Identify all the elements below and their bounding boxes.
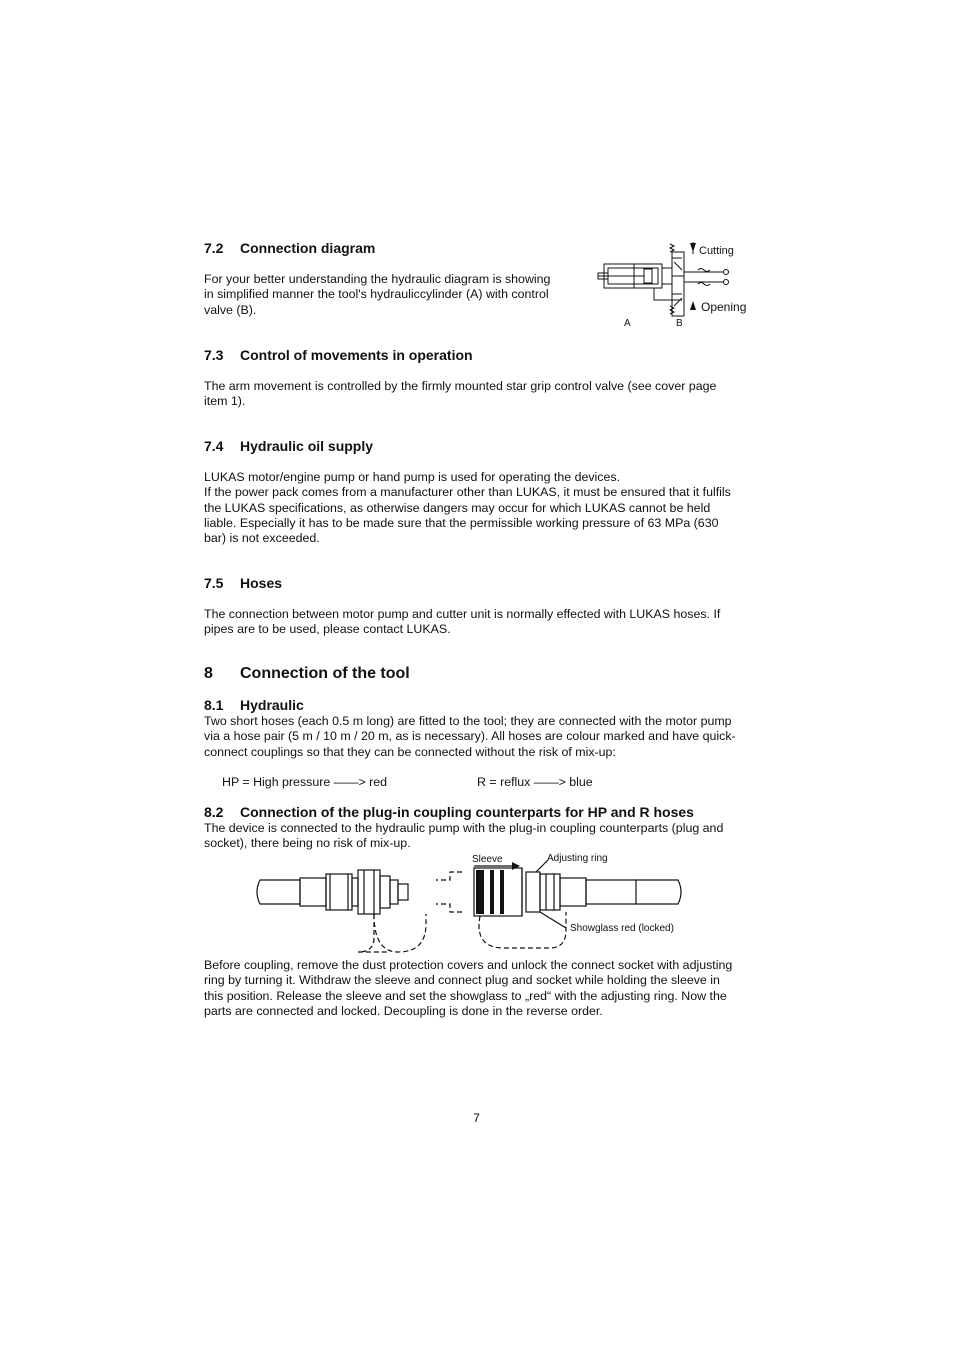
text-line: The device is connected to the hydraulic pump with the plug-in coupling counterparts (plug and xyxy=(204,821,724,835)
plug-body xyxy=(358,870,380,914)
plug-dust-cover xyxy=(374,914,426,952)
text-line: item 1). xyxy=(204,394,246,409)
text-line: The connection between motor pump and cutter unit is normally effected with LUKAS hoses. If xyxy=(204,607,721,621)
section-7-5-text xyxy=(204,607,750,638)
control-valve xyxy=(672,252,684,316)
section-7-2-heading: 7.2 Connection diagram xyxy=(204,240,376,256)
text-line: LUKAS motor/engine pump or hand pump is used for operating the devices. xyxy=(204,470,621,484)
text-line: valve (B). xyxy=(204,302,257,317)
text-line: Before coupling, remove the dust protection covers and unlock the connect socket with adjusting xyxy=(204,958,733,972)
coupling-diagram xyxy=(250,848,690,954)
label-showglass: Showglass red (locked) xyxy=(570,923,674,934)
opening-arrow-icon xyxy=(690,301,696,310)
port-p xyxy=(724,270,729,275)
spring-top xyxy=(670,244,674,252)
hydraulic-connection-diagram xyxy=(594,238,754,332)
text-line: pipes are to be used, please contact LUKAS. xyxy=(204,622,451,637)
label-cutting: Cutting xyxy=(699,245,734,257)
label-a: A xyxy=(624,318,631,329)
section-7-5-heading: 7.5 Hoses xyxy=(204,575,283,591)
section-8-1-text xyxy=(204,714,750,760)
piston xyxy=(644,269,652,283)
text-line: bar) is not exceeded. xyxy=(204,531,320,546)
text-line: parts are connected and locked. Decoupling is done in the reverse order. xyxy=(204,1003,603,1018)
r-legend: R = reflux ——> blue xyxy=(477,775,593,789)
text-line: connect couplings so that they can be connected without the risk of mix-up: xyxy=(204,744,616,759)
section-7-2-text xyxy=(204,272,572,318)
text-line: via a hose pair (5 m / 10 m / 20 m, as is necessary). All hoses are colour marked and have quick- xyxy=(204,729,736,744)
right-hose xyxy=(636,880,681,904)
section-7-4-heading: 7.4 Hydraulic oil supply xyxy=(204,438,374,454)
label-opening: Opening xyxy=(701,300,747,314)
text-line: For your better understanding the hydraulic diagram is showing xyxy=(204,272,551,286)
text-line: ring by turning it. Withdraw the sleeve and connect plug and socket while holding the sleeve in xyxy=(204,973,720,988)
text-line: liable. Especially it has to be made sure that the permissible working pressure of 63 MPa (630 xyxy=(204,515,719,530)
section-8-2-text xyxy=(204,821,750,852)
sleeve-arrow-icon xyxy=(512,862,520,870)
page-number: 7 xyxy=(473,1111,480,1125)
section-7-3-text xyxy=(204,379,750,410)
text-line: in simplified manner the tool's hydrauliccylinder (A) with control xyxy=(204,287,549,302)
text-line: the LUKAS specifications, as otherwise dangers may occur for which LUKAS cannot be held xyxy=(204,500,711,515)
text-line: The arm movement is controlled by the firmly mounted star grip control valve (see cover page xyxy=(204,379,717,393)
section-8-heading: 8 Connection of the tool xyxy=(204,665,410,682)
label-sleeve: Sleeve xyxy=(472,854,503,865)
coupling-instructions-text xyxy=(204,958,750,1019)
text-line: If the power pack comes from a manufacturer other than LUKAS, it must be ensured that it fulfils xyxy=(204,485,731,500)
socket-dust-cover xyxy=(479,912,566,948)
plug-tip xyxy=(398,884,408,900)
port-t xyxy=(724,280,729,285)
left-hose xyxy=(257,880,300,904)
section-7-4-text xyxy=(204,470,750,546)
section-8-2-heading: 8.2 Connection of the plug-in coupling counterparts for HP and R hoses xyxy=(204,804,694,820)
adjusting-ring xyxy=(526,872,540,912)
text-line: Two short hoses (each 0.5 m long) are fitted to the tool; they are connected with the motor pump xyxy=(204,714,732,728)
label-adjusting-ring: Adjusting ring xyxy=(547,853,608,864)
section-7-3-heading: 7.3 Control of movements in operation xyxy=(204,347,473,363)
label-b: B xyxy=(676,318,683,329)
hp-legend: HP = High pressure ——> red xyxy=(222,775,388,789)
text-line: socket), there being no risk of mix-up. xyxy=(204,836,411,851)
section-8-1-heading: 8.1 Hydraulic xyxy=(204,697,304,713)
text-line: this position. Release the sleeve and set the showglass to „red“ with the adjusting ring. Now the xyxy=(204,988,727,1003)
